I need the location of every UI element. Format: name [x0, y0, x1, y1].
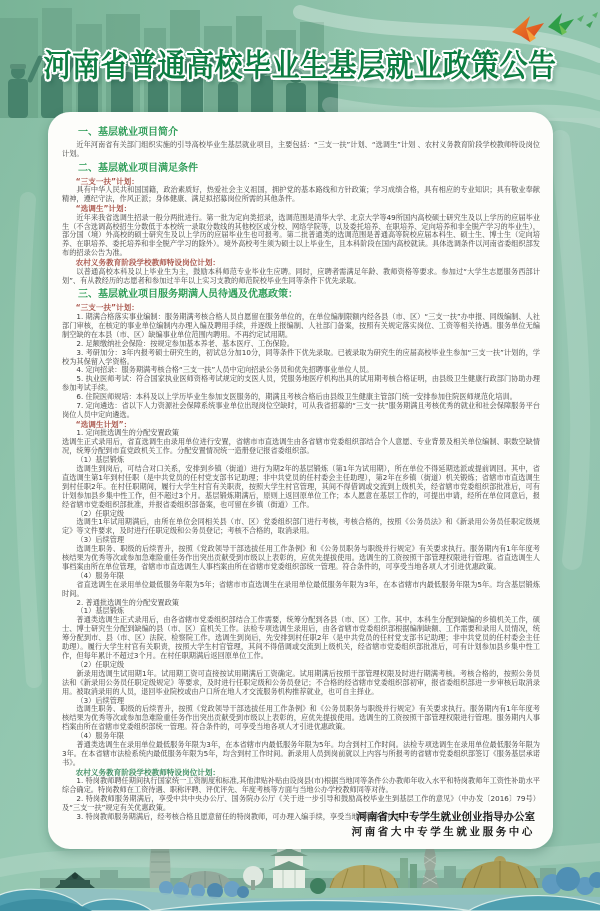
paragraph: （2）任职定级	[76, 508, 125, 518]
paragraph: 新录用选调生试用期1年。试用期工资可直接按试用期满后工资确定。试用期满后按照干部管理权限及时进行期满考核。考核合格的，按照公务员法和《新录用公务员任职定级规定》等要求，及时进行任职定级和公务员登记；不合格的经省辖市党委组织部初审，报省委组织部进一步审核后取消录用。被取消录用的人员，退回毕业院校或由户口所在地人才交流服务机构推荐就业，也可自主择业。	[62, 668, 540, 696]
section-heading: 一、基层就业项目简介	[78, 127, 178, 138]
paragraph: 选调生职务、职级的后续晋升，按照《党政领导干部选拔任用工作条例》和《公务员职务与职级并行规定》有关要求执行。服务期内有1年年度考核结果为优秀等次或参加急难险重任务作出突出贡献受到市级以上表彰的，应优先提拔使用。选调生的工资按照干部管理权限进行管理。省直选调生人事档案由所在单位管理，省辖市市直选调生人事档案由所在省辖市党委组织部统一管理。符合条件的，可享受当地各项人才引进优惠政策。	[62, 544, 540, 571]
paragraph: 近年河南省有关部门组织实施的引导高校毕业生基层就业项目，主要包括：“三支一扶”计划、“选调生”计划 、农村义务教育阶段学校教师特设岗位计划。	[62, 140, 540, 158]
plan-subheading: “三支一扶”计划：	[75, 303, 139, 313]
paragraph: 2. 足额缴纳社会保险：按规定参加基本养老、基本医疗、工伤保险。	[76, 338, 294, 348]
paragraph: 3. 特岗教师服务期满后，经考核合格且愿意留任的特岗教师，可办理入编手续，享受当地教师同等待遇。	[76, 811, 409, 821]
paragraph: 1. 期满合格落实事业编制：服务期满考核合格人员自愿留在服务单位的，在单位编制限额内经各县（市、区）“三支一扶”办申报、同级编制、人社部门审核，在核定的事业单位编制内办理入编及聘用手续，并逐级上报编制、人社部门备案，按照有关规定落实岗位、工资等相关待遇。服务单位无编制空缺的在本县（市、区）缺编事业单位范围内聘用。不再约定试用期。	[62, 311, 540, 339]
paragraph: 近年来我省选调生招录一般分两批进行。第一批为定向类招录，选调范围是清华大学、北京大学等49所国内高校硕士研究生及以上学历的应届毕业生（不含选调高校招生分数低于本校统一录取分数线的其他校区或分校、网络学院等，以及委托培养、在职培养、定向培养和非全脱产学习的毕业生），部分国（境）外高校的硕士研究生及以上学历的应届毕业生也可报考。第二批普通类的选调范围是普通高等院校应届本科生、硕士生、博士生（定向培养、在职培养、委托培养和非全脱产学习的除外）。境外高校考生须为硕士以上毕业生，且本科阶段在国内高校就读。具体选调条件以河南省委组织部发布的招录公告为准。	[62, 212, 540, 258]
signature-block	[352, 810, 535, 840]
paragraph: 省直选调生在录用单位最低服务年限为5年；省辖市市直选调生在录用单位最低服务年限为3年，在本省辖市内最低服务年限为5年。均含基层锻炼时间。	[62, 579, 540, 598]
paragraph: 6. 住院医师规培：本科及以上学历毕业生参加支医服务的，期满且考核合格后由县级卫生健康主管部门统一安排参加住院医师规范化培训。	[76, 392, 517, 402]
paragraph: （4）服务年限	[76, 731, 125, 741]
plan-subheading: “选调生”计划：	[75, 204, 132, 214]
paragraph: 普通类选调生正式录用后，由各省辖市党委组织部结合工作需要，统筹分配到各县（市、区）工作。其中，本科生分配到缺编的乡镇机关工作，硕士、博士研究生分配到缺编的县（市、区）直机关工作。法检专项选调生录用后，由各省辖市党委组织部根据编制缺额、工作需要和录用人员情况，统筹分配到市、县（市、区）法院、检察院工作。选调生到岗后，先安排到村任职2年（是中共党员的任村党支部书记助理；非中共党员的任村委会主任助理）。履行大学生村官有关职责，按照大学生村官管理，其间不得借调或交流到上级机关，经省辖市党委组织部批准后，可有计划参加县乡集中性工作，但每年累计不超过3个月。在村任职期满后返回原单位工作。	[62, 615, 540, 660]
paragraph: （3）后续管理	[76, 535, 125, 545]
paragraph: 普通类选调生在录用单位最低服务年限为3年，在本省辖市内最低服务年限为5年。均含到村工作时间。法检专项选调生在录用单位最低服务年限为3年。在本省辖市法检系统内最低服务年限为5年，均含到村工作时间。新录用人员到岗前就以上内容与所报考的省辖市党委组织部签订《服务基层承诺书》。	[62, 740, 540, 767]
paragraph: （1）基层锻炼	[76, 455, 125, 465]
section-heading: 三、基层就业项目服务期满人员待遇及优惠政策：	[78, 289, 298, 301]
paragraph: 以普通高校本科及以上毕业生为主，鼓励本科师范专业毕业生应聘。同时，应聘者需满足年龄、教师资格等要求。参加过“大学生志愿服务西部计划”、有从教经历的志愿者和参加过半年以上实习支教的师范院校毕业生同等条件下优先录取。	[62, 266, 540, 285]
paragraph: 4. 定向招录：服务期满考核合格“三支一扶”人员中定向招录公务员和优先招聘事业单位人员。	[76, 365, 374, 375]
paragraph: （4）服务年限	[76, 570, 125, 580]
plan-subheading: 农村义务教育阶段学校教师特设岗位计划：	[75, 258, 220, 268]
paragraph: 具有中华人民共和国国籍，政治素质好，热爱社会主义祖国，拥护党的基本路线和方针政策；学习成绩合格，具有相应的专业知识；具有敬业奉献精神，遵纪守法，作风正派；身体健康、满足拟招募岗位所需的其他条件。	[62, 185, 540, 204]
plan-subheading: “选调生计划”：	[75, 419, 132, 429]
plan-subheading: “三支一扶”计划：	[75, 176, 139, 186]
paragraph: 5. 执业医师考试：符合国家执业医师资格考试规定的支医人员，凭服务地医疗机构出具的试用期考核合格证明，由县级卫生健康行政部门协助办理参加考试手续。	[62, 374, 540, 393]
paragraph: 2. 普通批选调生的分配安置政策	[76, 597, 179, 607]
paragraph: 7. 定向遴选：省以下人力资源社会保障系统事业单位出现岗位空缺时，可从我省招募的“三支一扶”服务期满且考核优秀的就业和社会保障服务平台岗位人员中定向遴选。	[62, 401, 540, 419]
paragraph: （3）后续管理	[76, 695, 125, 705]
poster-title: 河南省普通高校毕业生基层就业政策公告	[43, 47, 557, 85]
wave-decoration	[0, 889, 600, 911]
signature-line-2: 河南省大中专学生就业服务中心	[351, 826, 535, 838]
paragraph: 3. 考研加分：3年内报考硕士研究生的，初试总分加10分，同等条件下优先录取。已被录取为研究生的应届高校毕业生参加“三支一扶”计划的，学校为其保留入学资格。	[62, 347, 540, 366]
plan-subheading: 农村义务教育阶段学校教师特设岗位计划：	[75, 767, 220, 777]
paragraph: 1. 特岗教师聘任期间执行国家统一工资制度和标准,其他津贴补贴由设岗县(市)根据当地同等条件公办教师年收入水平和特岗教师年工资性补助水平综合确定。特岗教师在工资待遇、职称评聘、评优评先、年度考核等方面与当地公办学校教师同等对待。	[62, 776, 540, 795]
paragraph: 选调生1年试用期满后，由所在单位会同相关县（市、区）党委组织部门进行考核，考核合格的，按照《公务员法》和《新录用公务员任职定级规定》等文件要求，及时进行任职定级和公务员登记；考核不合格的，取消录用。	[62, 517, 540, 536]
paragraph: 选调生正式录用后，省直选调生由录用单位进行安置，省辖市市直选调生由各省辖市党委组织部结合个人意愿、专业背景及相关单位编制、职数空缺情况，统筹分配到市直党政机关工作。分配安置情况统一造册登记报省委组织部。	[62, 437, 540, 456]
paragraph: 选调生到岗后，可结合对口关系，安排到乡镇（街道）进行为期2年的基层锻炼（第1年为试用期），所在单位不得延期选派或提前调回。其中，省直选调生第1年到村任职（是中共党员的任村党支部书记助理；非中共党员的任村委会主任助理），第2年在乡镇（街道）机关锻炼；省辖市市直选调生到村任职2年。在村任职期间，履行大学生村官有关职责，按照大学生村官管理，其间不得借调或交流到上级机关，经省辖市党委组织部批准后，可有计划参加县乡集中性工作，但不超过3个月。基层锻炼期满后，原则上返回原单位工作；本人愿意在基层工作的，可提出申请，经所在单位同意后，报经省辖市党委组织部批准，并报省委组织部备案，也可留在乡镇（街道）工作。	[62, 463, 540, 509]
content-card	[48, 112, 553, 849]
paragraph: 选调生职务、职级的后续晋升，按照《党政领导干部选拔任用工作条例》和《公务员职务与职级并行规定》有关要求执行。服务期内有1年年度考核结果为优秀等次或参加急难险重任务作出突出贡献受到市级以上表彰的，应优先提拔使用。选调生的工资按照干部管理权限进行管理。服务期内人事档案由所在省辖市党委组织部统一管理。符合条件的，可享受当地各项人才引进优惠政策。	[62, 704, 540, 732]
section-heading: 二、基层就业项目满足条件	[78, 162, 198, 174]
paragraph: （1）基层锻炼	[76, 606, 125, 616]
paragraph: 2. 特岗教师服务期满后，享受中共中央办公厅、国务院办公厅《关于进一步引导和鼓励高校毕业生到基层工作的意见》（中办发〔2016〕79号）及“三支一扶”规定有关优惠政策。	[62, 794, 540, 812]
signature-line-1: 河南省大中专学生就业创业指导办公室	[356, 811, 535, 823]
paragraph: 1. 定向批选调生的分配安置政策	[76, 428, 179, 438]
paragraph: （2）任职定级	[76, 659, 125, 669]
